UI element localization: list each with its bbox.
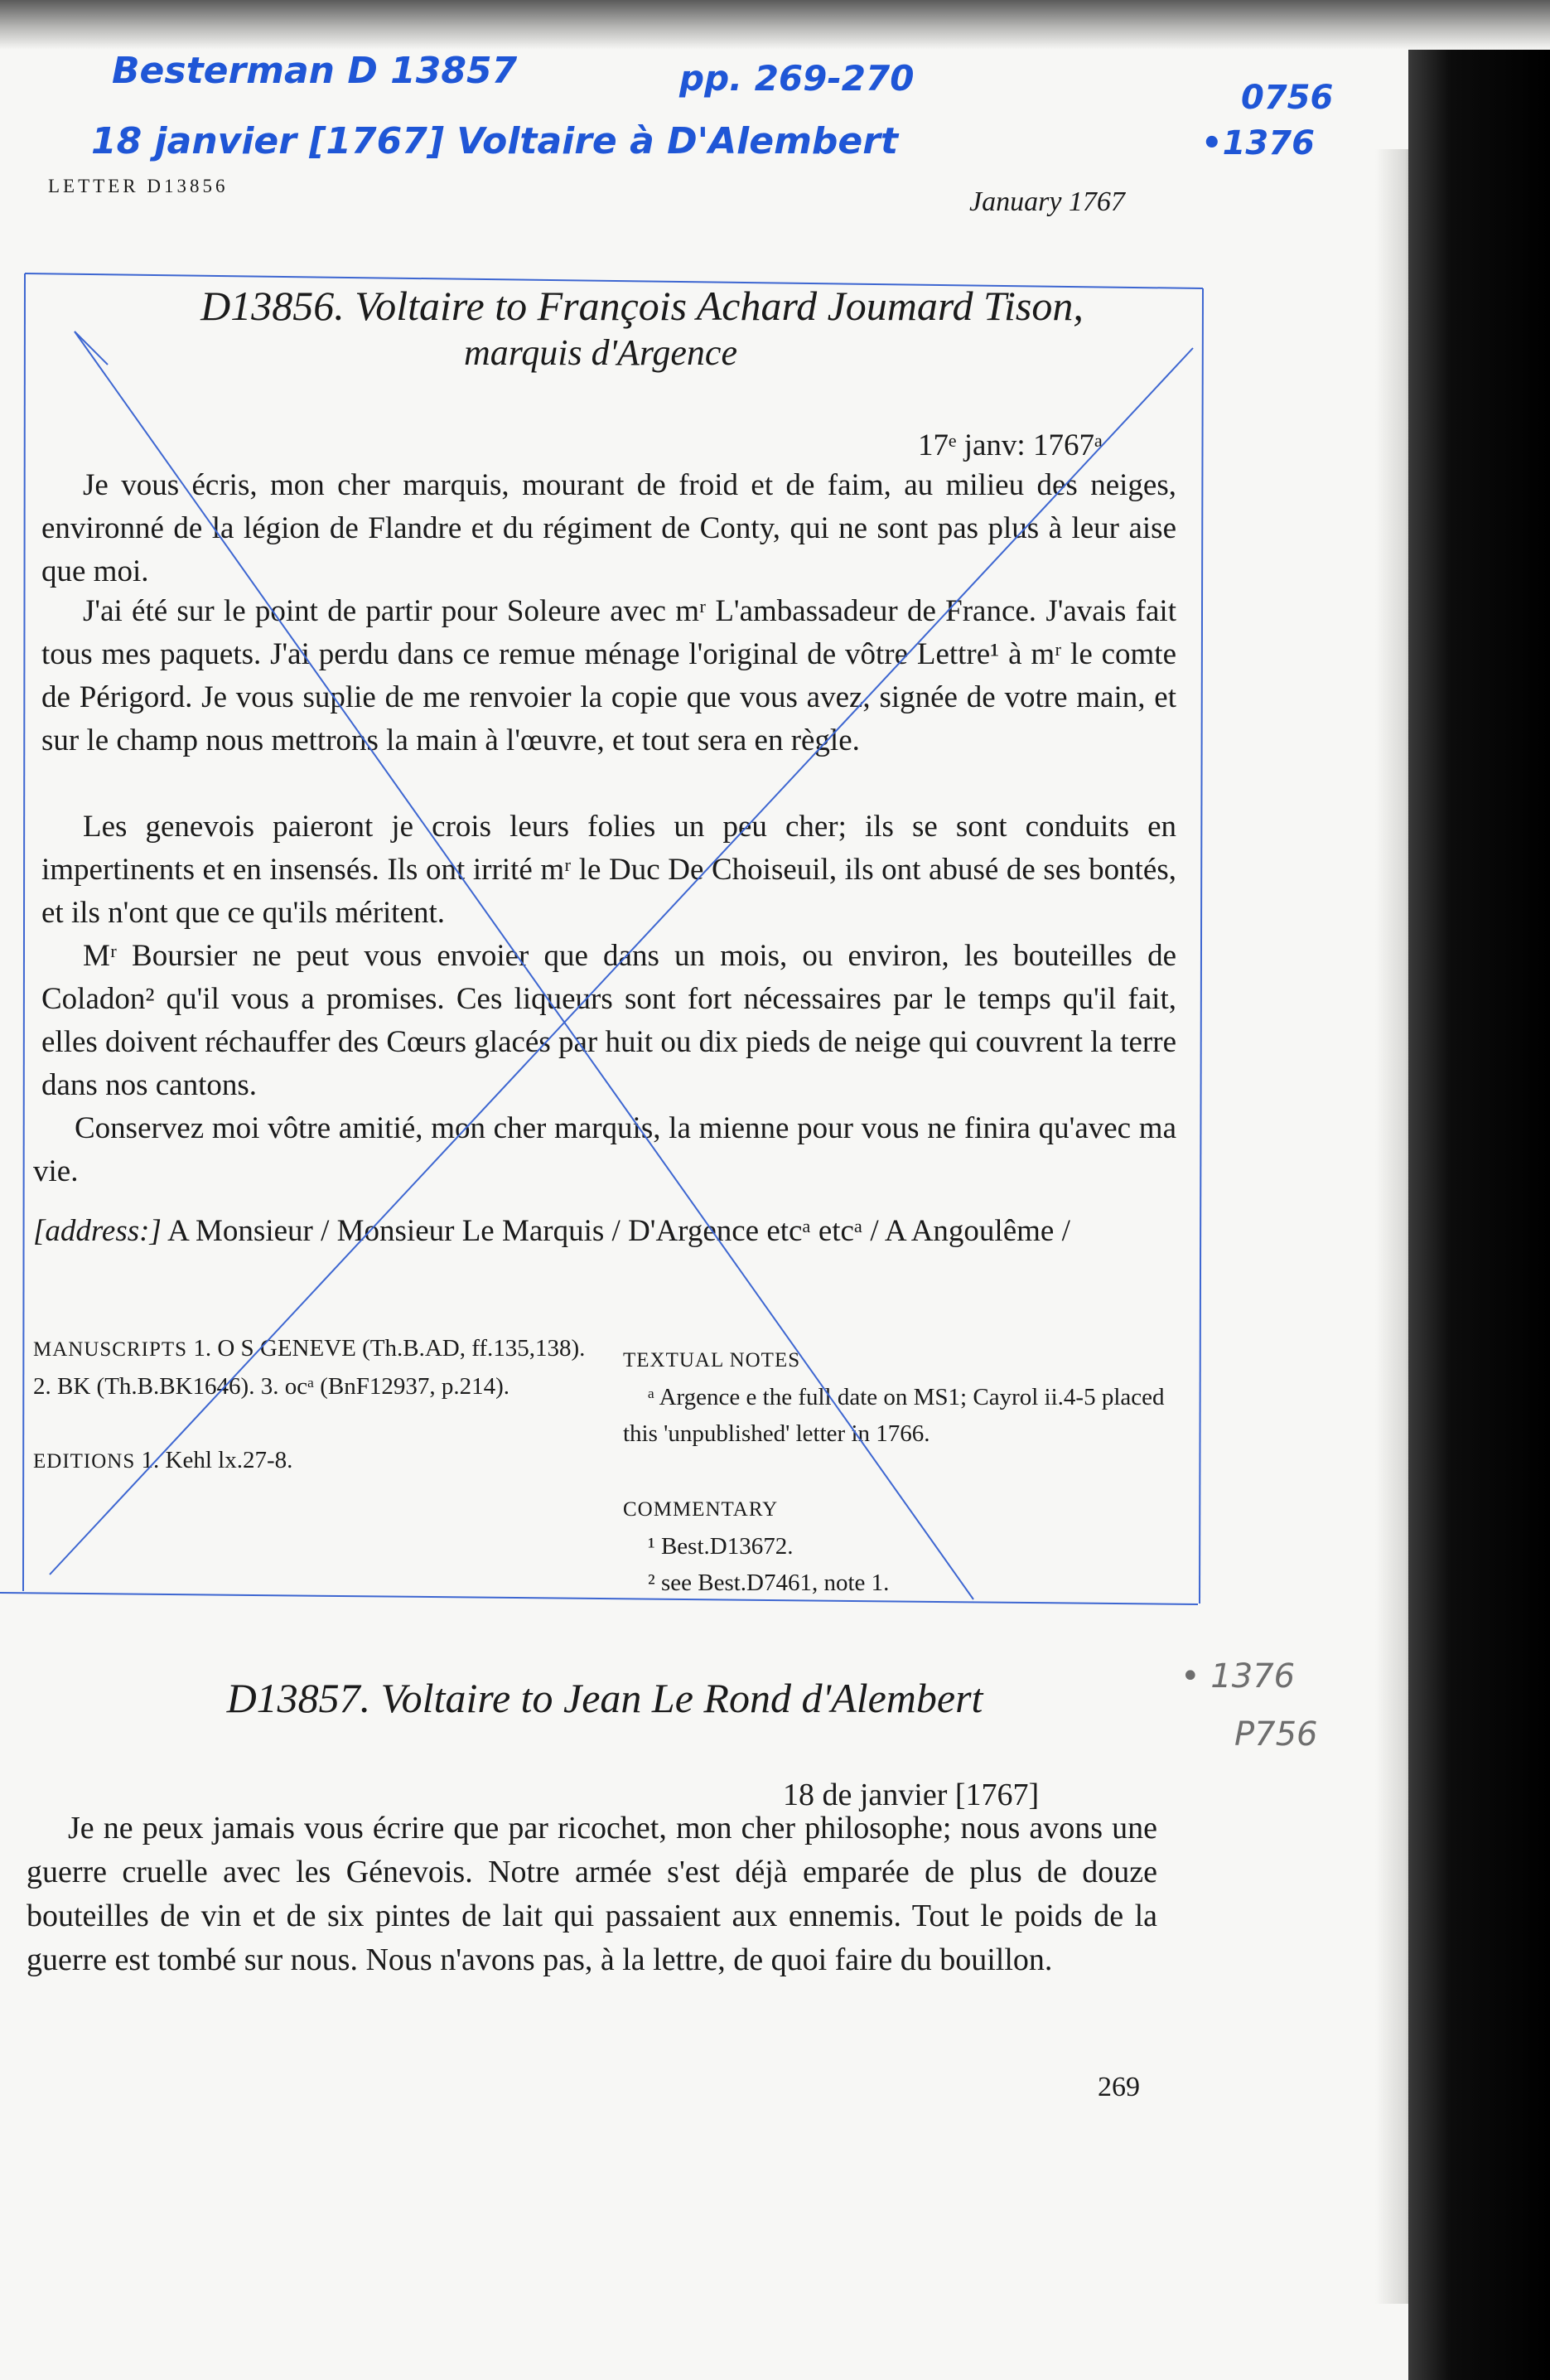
address-text: A Monsieur / Monsieur Le Marquis / D'Argence etcᵃ etcᵃ / A Angoulême / (167, 1214, 1070, 1248)
letter1-paragraph-1: Je vous écris, mon cher marquis, mourant de froid et de faim, au milieu des neiges, environné de la légion de Flandre et du régiment de Conty, qui ne sont pas plus à leur aise que moi. (41, 468, 1176, 588)
letter1-subtitle: marquis d'Argence (464, 332, 737, 373)
textual-notes-label: TEXTUAL NOTES (623, 1349, 801, 1371)
letter2-title: D13857. Voltaire to Jean Le Rond d'Alembert (226, 1675, 983, 1721)
letter1-paragraph-2: J'ai été sur le point de partir pour Soleure avec mʳ L'ambassadeur de France. J'avais fait tous mes paquets. J'ai perdu dans ce remue ménage l'original de vôtre Lettre¹ à mʳ le comte de Périgord. Je vous suplie de me renvoier la copie que vous avez, signée de votre main, et sur le champ nous mettrons la main à l'œuvre, et tout sera en règle. (41, 594, 1176, 757)
annotation-date-title: 18 janvier [1767] Voltaire à D'Alembert (91, 120, 898, 162)
annotation-besterman: Besterman D 13857 (112, 50, 518, 92)
letter2-date: 18 de janvier [1767] (783, 1778, 1040, 1812)
textual-notes-text: ᵃ Argence e the full date on MS1; Cayrol ii.4-5 placed this 'unpublished' letter in 1766. (623, 1384, 1165, 1447)
running-head-right: January 1767 (969, 186, 1125, 217)
letter1-paragraph-3: Les genevois paieront je crois leurs folies un peu cher; ils se sont conduits en impertinents et en insensés. Ils ont irrité mʳ le Duc De Choiseuil, ils ont abusé de ses bontés, et ils n'ont que ce qu'ils méritent. (41, 810, 1176, 930)
annotation-code-1376: •1376 (1201, 124, 1315, 162)
address-label: [address:] (33, 1214, 162, 1248)
annotation-code-0756: 0756 (1241, 79, 1334, 117)
commentary-label: COMMENTARY (623, 1498, 779, 1521)
editions-text: 1. Kehl lx.27-8. (141, 1447, 293, 1473)
editions-label: EDITIONS (33, 1450, 136, 1473)
manuscripts-label: MANUSCRIPTS (33, 1338, 188, 1361)
margin-note-p756: P756 (1234, 1715, 1318, 1754)
letter1-paragraph-5: Conservez moi vôtre amitié, mon cher marquis, la mienne pour vous ne finira qu'avec ma vie. (33, 1111, 1176, 1188)
letter1-paragraph-4: Mʳ Boursier ne peut vous envoier que dans un mois, ou environ, les bouteilles de Coladon² qu'il vous a promises. Ces liqueurs sont fort nécessaires par le temps qu'il fait, elles doivent réchauffer des Cœurs glacés par huit ou dix pieds de neige qui couvrent la terre dans nos cantons. (41, 939, 1176, 1102)
page-number: 269 (1098, 2072, 1140, 2102)
running-head-left: LETTER D13856 (48, 176, 229, 196)
manuscripts-text: 1. O S GENEVE (Th.B.AD, ff.135,138). 2. BK (Th.B.BK1646). 3. ocᵃ (BnF12937, p.214). (33, 1335, 586, 1400)
margin-note-1376: • 1376 (1181, 1657, 1296, 1696)
annotation-pages: pp. 269-270 (679, 58, 915, 99)
commentary-1: ¹ Best.D13672. (648, 1533, 794, 1560)
letter1-title: D13856. Voltaire to François Achard Joumard Tison, (200, 283, 1084, 329)
commentary-2: ² see Best.D7461, note 1. (648, 1570, 890, 1596)
letter2-paragraph: Je ne peux jamais vous écrire que par ricochet, mon cher philosophe; nous avons une guerre cruelle avec les Génevois. Notre armée s'est déjà emparée de plus de douze bouteilles de vin et de six pintes de lait qui passaient aux ennemis. Tout le poids de la guerre est tombé sur nous. Nous n'avons pas, à la lettre, de quoi faire du bouillon. (27, 1811, 1157, 1977)
letter1-date: 17ᵉ janv: 1767ᵃ (918, 428, 1103, 462)
